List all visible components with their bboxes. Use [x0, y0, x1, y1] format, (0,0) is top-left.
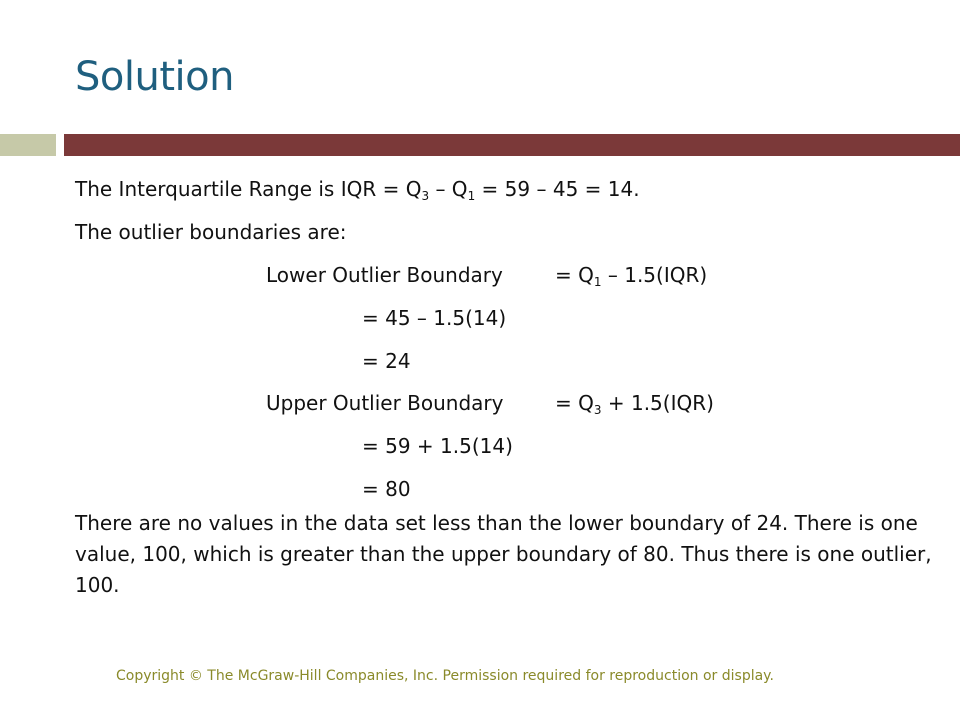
iqr-line — [75, 176, 640, 202]
upper-boundary-formula — [555, 390, 714, 416]
iqr-mid: – Q — [429, 177, 468, 201]
lower-boundary-result: = 24 — [362, 349, 411, 373]
lower-formula-prefix: = Q — [555, 263, 594, 287]
upper-boundary-step1: = 59 + 1.5(14) — [362, 434, 513, 458]
title-divider-left-accent — [0, 134, 56, 156]
iqr-prefix: The Interquartile Range is IQR = Q — [75, 177, 422, 201]
upper-boundary-label: Upper Outlier Boundary — [266, 391, 504, 415]
copyright-footer: Copyright © The McGraw-Hill Companies, Inc. Permission required for reproduction or display. — [116, 668, 774, 684]
lower-boundary-step1: = 45 – 1.5(14) — [362, 306, 507, 330]
lower-boundary-formula — [555, 262, 707, 288]
q3-subscript: 3 — [421, 189, 430, 203]
upper-formula-prefix: = Q — [555, 391, 594, 415]
upper-boundary-result: = 80 — [362, 477, 411, 501]
upper-formula-suffix: + 1.5(IQR) — [601, 391, 714, 415]
upper-formula-subscript: 3 — [593, 403, 602, 417]
lower-formula-suffix: – 1.5(IQR) — [601, 263, 708, 287]
iqr-suffix: = 59 – 45 = 14. — [475, 177, 640, 201]
q1-subscript: 1 — [467, 189, 476, 203]
lower-formula-subscript: 1 — [593, 275, 602, 289]
slide-title: Solution — [75, 54, 234, 100]
title-divider-bar — [64, 134, 960, 156]
conclusion-paragraph: There are no values in the data set less than the lower boundary of 24. There is one value, 100, which is greater than the upper boundary of 80. Thus there is one outlier, 100. — [75, 511, 932, 597]
boundaries-intro: The outlier boundaries are: — [75, 220, 347, 244]
lower-boundary-label: Lower Outlier Boundary — [266, 263, 503, 287]
